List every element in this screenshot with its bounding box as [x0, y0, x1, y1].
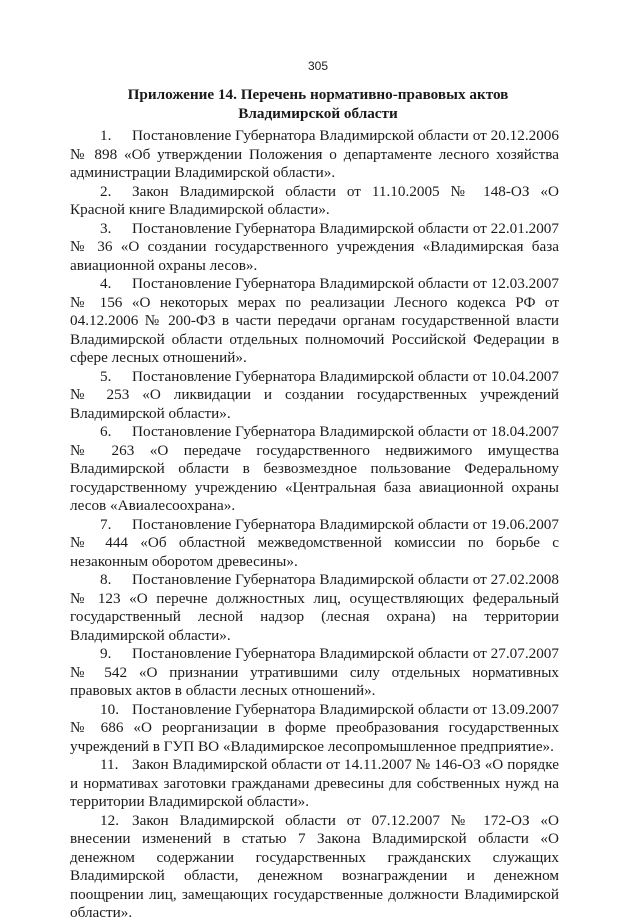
list-item-text: Постановление Губернатора Владимирской области от 19.06.2007 № 444 «Об областной межведомственной комиссии по борьбе с незаконным оборотом древесины».: [70, 515, 559, 570]
page-number: 305: [307, 59, 329, 73]
list-item: [70, 423, 559, 516]
list-item-number: 3.: [100, 219, 112, 237]
list-item: [70, 645, 559, 701]
list-item: [70, 275, 559, 368]
list-item-text: Постановление Губернатора Владимирской области от 12.03.2007 № 156 «О некоторых мерах по реализации Лесного кодекса РФ от 04.12.2006 № 200-ФЗ в части передачи органам государственной власти Владимирской области отдельных полномочий Российской Федерации в сфере лесных отношений».: [70, 275, 559, 366]
list-item-text: Постановление Губернатора Владимирской области от 22.01.2007 № 36 «О создании государственного учреждения «Владимирская база авиационной охраны лесов».: [70, 219, 559, 274]
list-item-text: Постановление Губернатора Владимирской области от 13.09.2007 № 686 «О реорганизации в форме преобразования государственных учреждений в ГУП ВО «Владимирское лесопромышленное предприятие».: [70, 700, 559, 755]
list-item-number: 5.: [100, 367, 112, 385]
list-item: [70, 812, 559, 923]
list-item-number: 11.: [100, 756, 119, 773]
list-item: [70, 183, 559, 220]
list-item-number: 9.: [100, 645, 112, 662]
list-item: [70, 756, 559, 812]
page-title: [80, 86, 556, 123]
list-item-number: 8.: [100, 571, 112, 588]
list-item-text: Закон Владимирской области от 14.11.2007 № 146-ОЗ «О порядке и нормативах заготовки гражданами древесины для собственных нужд на территории Владимирской области».: [70, 756, 559, 810]
list-item-text: Закон Владимирской области от 07.12.2007 № 172-ОЗ «О внесении изменений в статью 7 Закона Владимирской области «О денежном содержании государственных гражданских служащих Владимирской области, денежном вознаграждении и денежном поощрении лиц, замещающих государственные должности Владимирской области».: [70, 811, 559, 921]
list-item-text: Постановление Губернатора Владимирской области от 27.02.2008 № 123 «О перечне должностных лиц, осуществляющих федеральный государственный лесной надзор (лесная охрана) на территории Владимирской области».: [70, 571, 559, 644]
list-item: [70, 571, 559, 645]
list-item-number: 10.: [100, 700, 119, 718]
list-item: [70, 701, 559, 757]
list-item-text: Постановление Губернатора Владимирской области от 18.04.2007 № 263 «О передаче государственного недвижимого имущества Владимирской области в безвозмездное пользование Федеральному государственному учреждению «Центральная база авиационной охраны лесов «Авиалесоохрана».: [70, 423, 559, 514]
list-item-text: Постановление Губернатора Владимирской области от 10.04.2007 № 253 «О ликвидации и создании государственных учреждений Владимирской области».: [70, 367, 559, 422]
list-item-number: 7.: [100, 515, 112, 533]
list-item-number: 1.: [100, 127, 112, 144]
list-item: [70, 127, 559, 183]
list-item-text: Закон Владимирской области от 11.10.2005 № 148-ОЗ «О Красной книге Владимирской области».: [70, 182, 559, 218]
legal-acts-list: [70, 127, 559, 923]
list-item: [70, 220, 559, 276]
list-item: [70, 516, 559, 572]
list-item-number: 4.: [100, 275, 112, 292]
list-item: [70, 368, 559, 424]
page-title-line-2: Владимирской области: [238, 104, 398, 122]
list-item-text: Постановление Губернатора Владимирской области от 27.07.2007 № 542 «О признании утратившими силу отдельных нормативных правовых актов в области лесных отношений».: [70, 645, 559, 699]
list-item-number: 2.: [100, 182, 112, 200]
list-item-number: 12.: [100, 811, 119, 829]
page-title-line-1: Приложение 14. Перечень нормативно-правовых актов: [127, 86, 509, 103]
list-item-number: 6.: [100, 423, 112, 440]
list-item-text: Постановление Губернатора Владимирской области от 20.12.2006 № 898 «Об утверждении Положения о департаменте лесного хозяйства администрации Владимирской области».: [70, 127, 559, 181]
